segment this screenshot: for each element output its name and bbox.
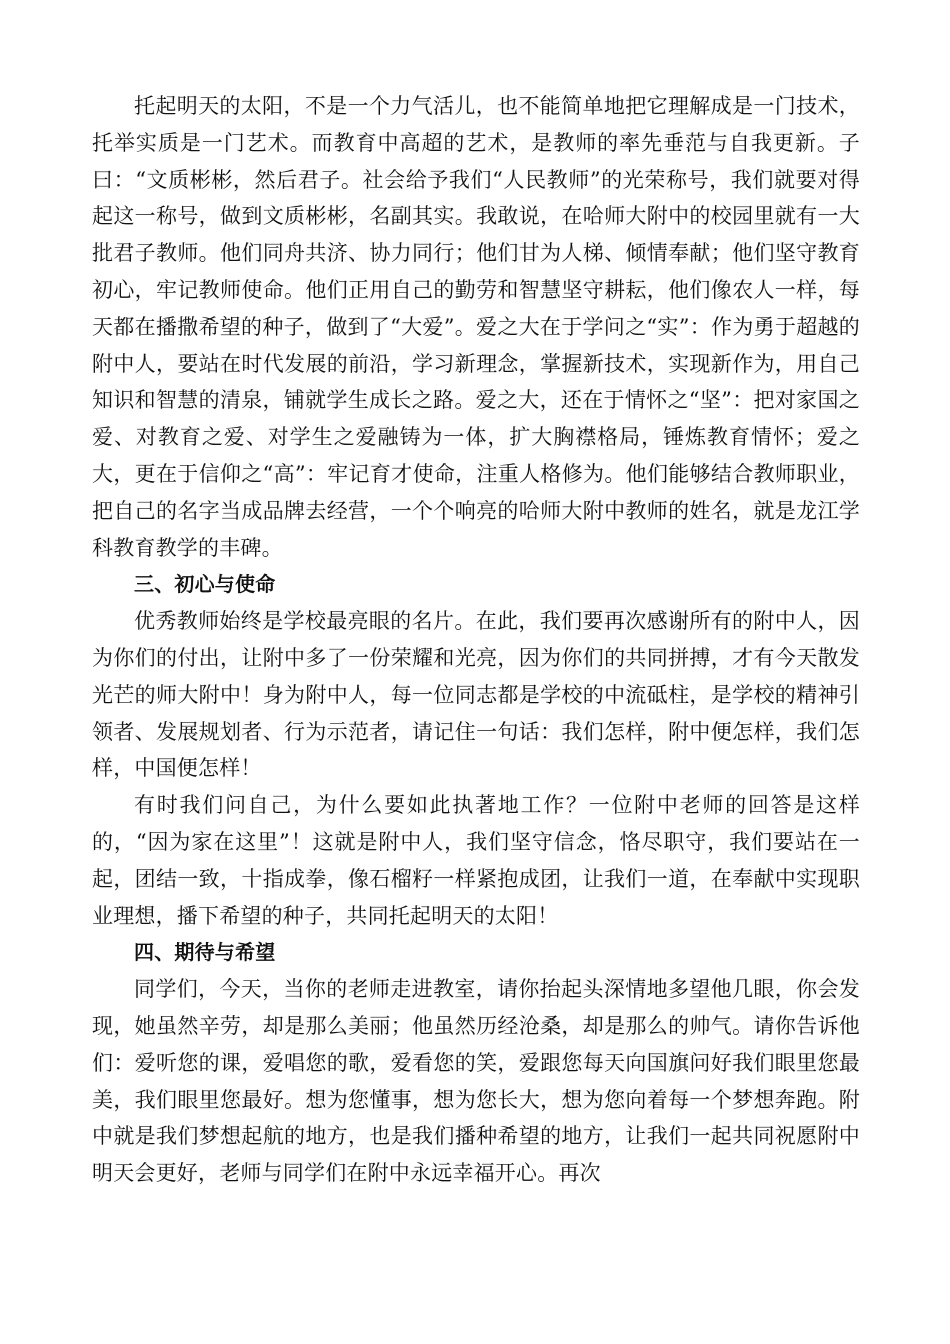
- document-body: [92, 88, 860, 1192]
- paragraph-teachers-art: 托起明天的太阳，不是一个力气活儿，也不能简单地把它理解成是一门技术，托举实质是一门艺术。而教育中高超的艺术，是教师的率先垂范与自我更新。子曰：“文质彬彬，然后君子。社会给予我们“人民教师”的光荣称号，我们就要对得起这一称号，做到文质彬彬，名副其实。我敢说，在哈师大附中的校园里就有一大批君子教师。他们同舟共济、协力同行；他们甘为人梯、倾情奉献；他们坚守教育初心，牢记教师使命。他们正用自己的勤劳和智慧坚守耕耘，他们像农人一样，每天都在播撒希望的种子，做到了“大爱”。爱之大在于学问之“实”：作为勇于超越的附中人，要站在时代发展的前沿，学习新理念，掌握新技术，实现新作为，用自己知识和智慧的清泉，铺就学生成长之路。爱之大，还在于情怀之“坚”：把对家国之爱、对教育之爱、对学生之爱融铸为一体，扩大胸襟格局，锤炼教育情怀；爱之大，更在于信仰之“高”：牢记育才使命，注重人格修为。他们能够结合教师职业，把自己的名字当成品牌去经营，一个个响亮的哈师大附中教师的姓名，就是龙江学科教育教学的丰碑。: [92, 94, 860, 560]
- paragraph-students: 同学们，今天，当你的老师走进教室，请你抬起头深情地多望他几眼，你会发现，她虽然辛劳，却是那么美丽；他虽然历经沧桑，却是那么的帅气。请你告诉他们：爱听您的课，爱唱您的歌，爱看您的笑，爱跟您每天向国旗问好我们眼里您最美，我们眼里您最好。想为您懂事，想为您长大，想为您向着每一个梦想奔跑。附中就是我们梦想起航的地方，也是我们播种希望的地方，让我们一起共同祝愿附中明天会更好，老师与同学们在附中永远幸福开心。再次: [92, 977, 860, 1186]
- paragraph-why-work: 有时我们问自己，为什么要如此执著地工作？一位附中老师的回答是这样的，“因为家在这里”！这就是附中人，我们坚守信念，恪尽职守，我们要站在一起，团结一致，十指成拳，像石榴籽一样紧抱成团，让我们一道，在奉献中实现职业理想，播下希望的种子，共同托起明天的太阳！: [92, 793, 860, 928]
- section-heading-hope: 四、期待与希望: [134, 940, 276, 965]
- paragraph-excellent-teachers: 优秀教师始终是学校最亮眼的名片。在此，我们要再次感谢所有的附中人，因为你们的付出，让附中多了一份荣耀和光亮，因为你们的共同拼搏，才有今天散发光芒的师大附中！身为附中人，每一位同志都是学校的中流砥柱，是学校的精神引领者、发展规划者、行为示范者，请记住一句话：我们怎样，附中便怎样，我们怎样，中国便怎样！: [92, 609, 860, 781]
- section-heading-mission: 三、初心与使命: [134, 572, 276, 597]
